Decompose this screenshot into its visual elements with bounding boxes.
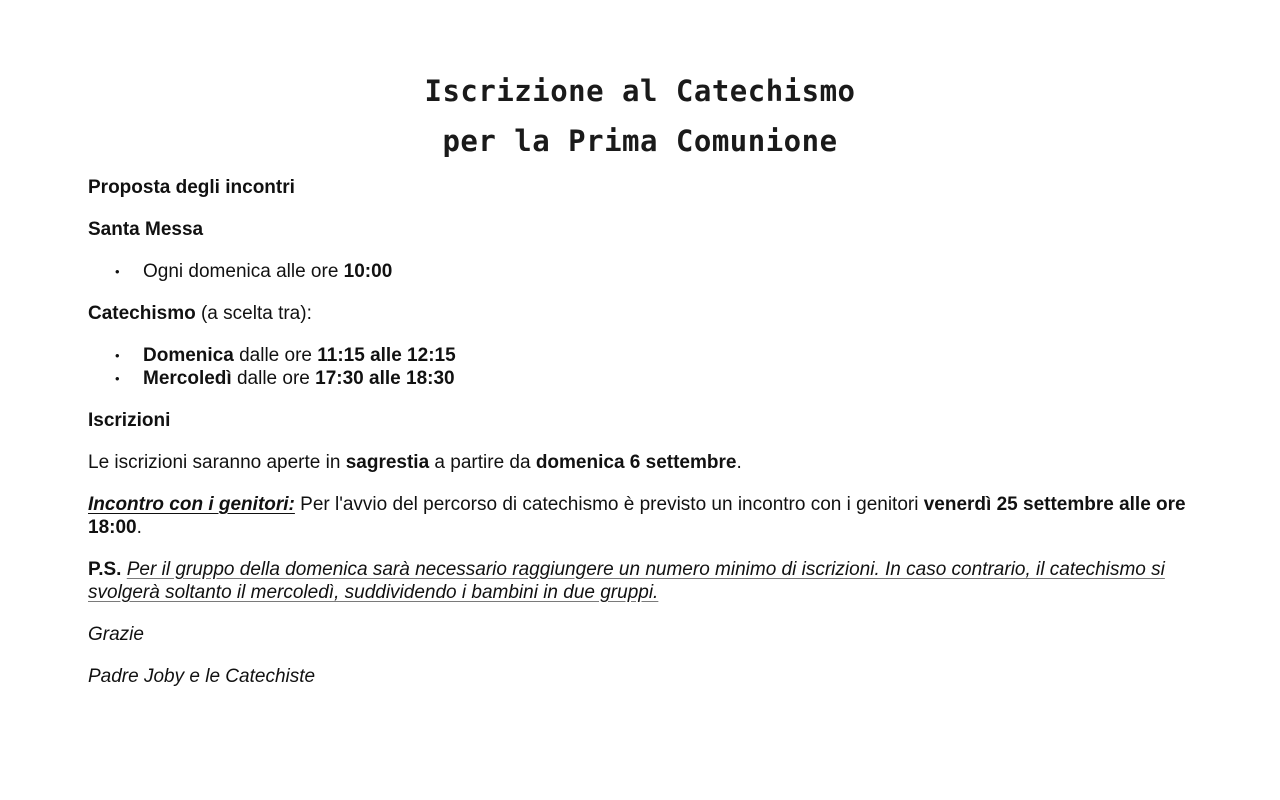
- section-heading-santa-messa: Santa Messa: [88, 219, 204, 240]
- section-heading-catechismo: Catechismo (a scelta tra):: [88, 303, 312, 324]
- catechismo-list: [88, 344, 1188, 390]
- section-heading-iscrizioni: Iscrizioni: [88, 410, 171, 431]
- title-line-2: per la Prima Comunione: [442, 124, 838, 158]
- list-item: • Ogni domenica alle ore 10:00: [115, 261, 393, 282]
- ps-paragraph: [88, 558, 1188, 604]
- list-item: • Domenica dalle ore 11:15 alle 12:15: [115, 345, 456, 366]
- bullet-icon: •: [115, 371, 120, 386]
- section-heading-proposta: Proposta degli incontri: [88, 177, 295, 198]
- bullet-icon: •: [115, 264, 120, 279]
- list-item: • Mercoledì dalle ore 17:30 alle 18:30: [115, 368, 455, 389]
- title-line-1: Iscrizione al Catechismo: [424, 74, 856, 108]
- incontro-paragraph: Incontro con i genitori: Per l'avvio del percorso di catechismo è previsto un incontro con i genitori venerdì 25 settembre alle ore 18:00.: [88, 494, 1186, 538]
- incontro-label: Incontro con i genitori:: [88, 494, 295, 515]
- iscrizioni-paragraph: Le iscrizioni saranno aperte in sagrestia a partire da domenica 6 settembre.: [88, 452, 742, 473]
- grazie-text: Grazie: [88, 624, 144, 645]
- ps-label: P.S.: [88, 559, 122, 580]
- santa-messa-list: [88, 260, 1188, 283]
- bullet-icon: •: [115, 348, 120, 363]
- signature: Padre Joby e le Catechiste: [88, 666, 316, 687]
- document-body: [88, 176, 1188, 707]
- ps-text: Per il gruppo della domenica sarà necessario raggiungere un numero minimo di iscrizioni. In caso contrario, il catechismo si svolgerà soltanto il mercoledì, suddividendo i bambini in due gruppi.: [88, 559, 1165, 603]
